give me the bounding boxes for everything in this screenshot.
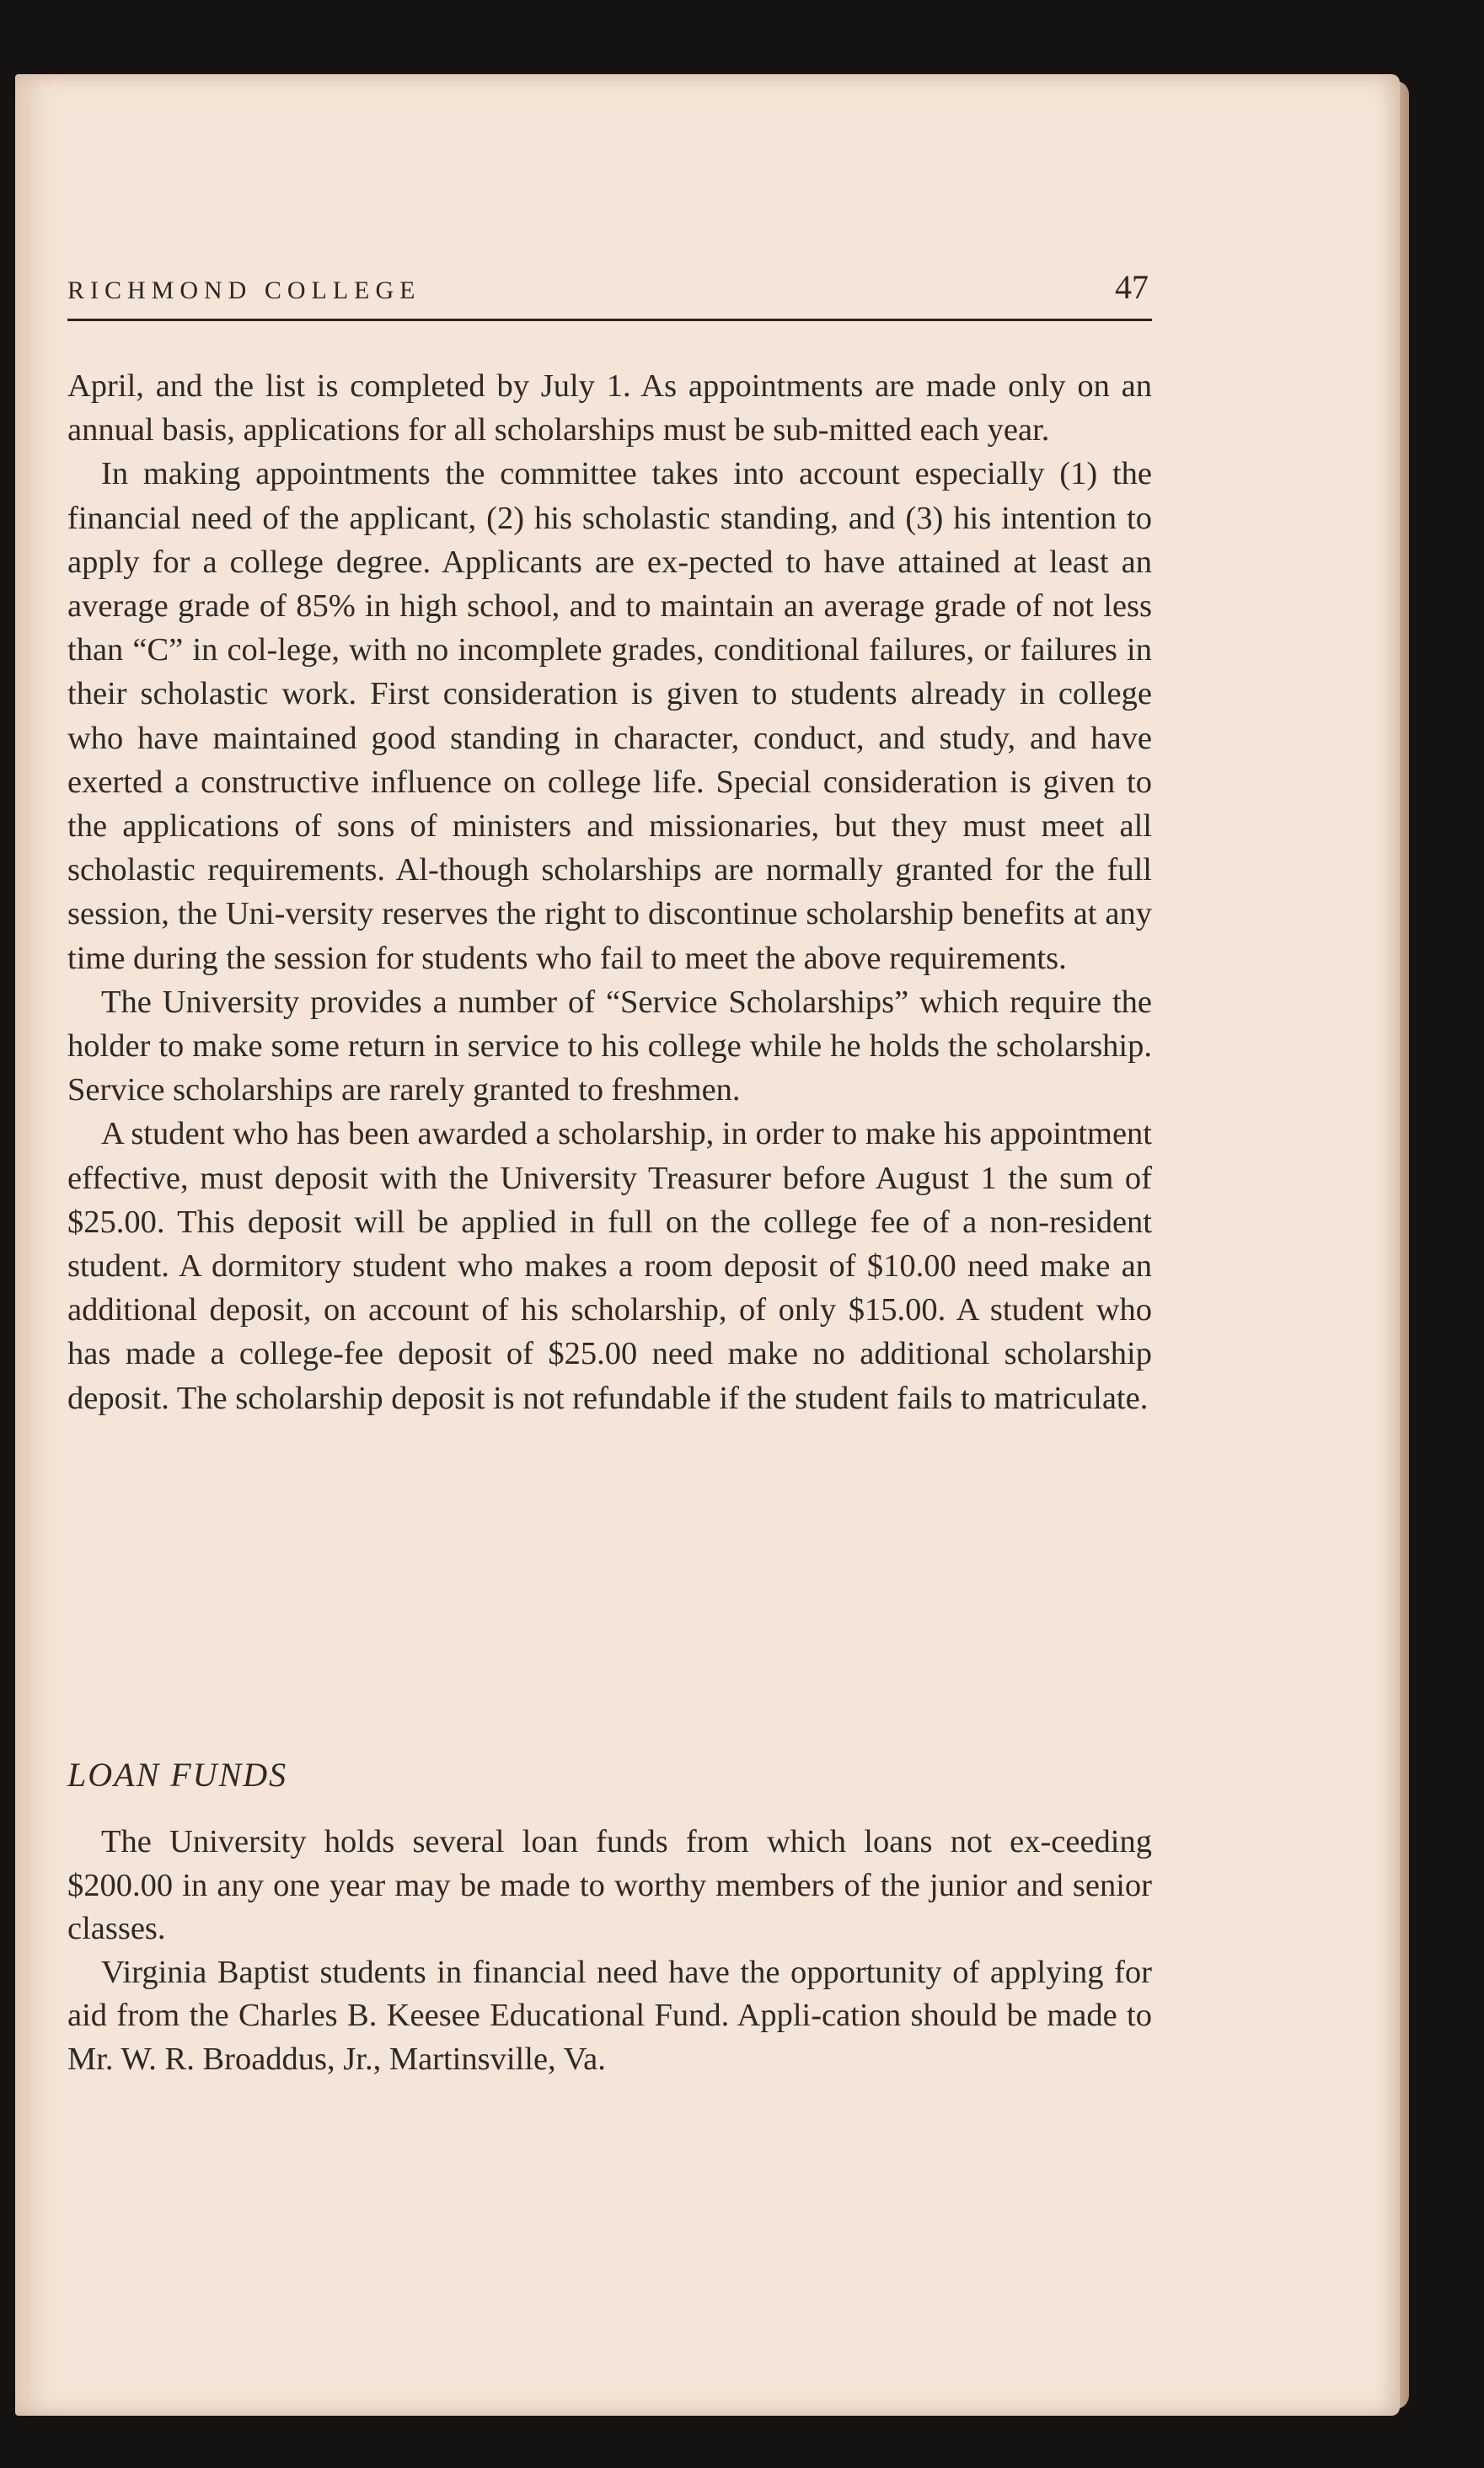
section-heading-loan-funds: LOAN FUNDS [67, 1756, 288, 1794]
paragraph-appointments: In making appointments the committee takes into account especially (1) the financial need of the applicant, (2) his scholastic standing, and (3) his intention to apply for a college degree. Applicants are ex-pected to have attained at least an average grade of 85% in high school, and to maintain an average grade of not less than “C” in col-lege, with no incomplete grades, conditional failures, or failures in their scholastic work. First consideration is given to students already in college who have maintained good standing in character, conduct, and study, and have exerted a constructive influence on college life. Special consideration is given to the applications of sons of ministers and missionaries, but they must meet all scholastic requirements. Al-though scholarships are normally granted for the full session, the Uni-versity reserves the right to discontinue scholarship benefits at any time during the session for students who fail to meet the above requirements. [67, 456, 1152, 976]
loan-funds-text [67, 1821, 1152, 2081]
paragraph-deposit: A student who has been awarded a scholarship, in order to make his appointment effective, must deposit with the University Treasurer before August 1 the sum of $25.00. This deposit will be applied in full on the college fee of a non-resident student. A dormitory student who makes a room deposit of $10.00 need make an additional deposit, on account of his scholarship, of only $15.00. A student who has made a college-fee deposit of $25.00 need make no additional scholarship deposit. The scholarship deposit is not refundable if the student fails to matriculate. [67, 1116, 1152, 1416]
paragraph-keesee-fund: Virginia Baptist students in financial need have the opportunity of applying for aid from the Charles B. Keesee Educational Fund. Appli-cation should be made to Mr. W. R. Broaddus, Jr., Martinsville, Va. [67, 1954, 1152, 2077]
running-head-title: RICHMOND COLLEGE [67, 276, 421, 304]
scholarship-text [67, 364, 1152, 1420]
page-number: 47 [1115, 268, 1149, 306]
paragraph-continuation: April, and the list is completed by July 1. As appointments are made only on an annual basis, applications for all scholarships must be sub-mitted each year. [67, 368, 1152, 448]
paragraph-loan-funds: The University holds several loan funds from which loans not ex-ceeding $200.00 in any one year may be made to worthy members of the junior and senior classes. [67, 1824, 1152, 1946]
paragraph-service-scholarships: The University provides a number of “Service Scholarships” which require the holder to make some return in service to his college while he holds the scholarship. Service scholarships are rarely granted to freshmen. [67, 984, 1152, 1108]
running-head [67, 268, 1152, 321]
